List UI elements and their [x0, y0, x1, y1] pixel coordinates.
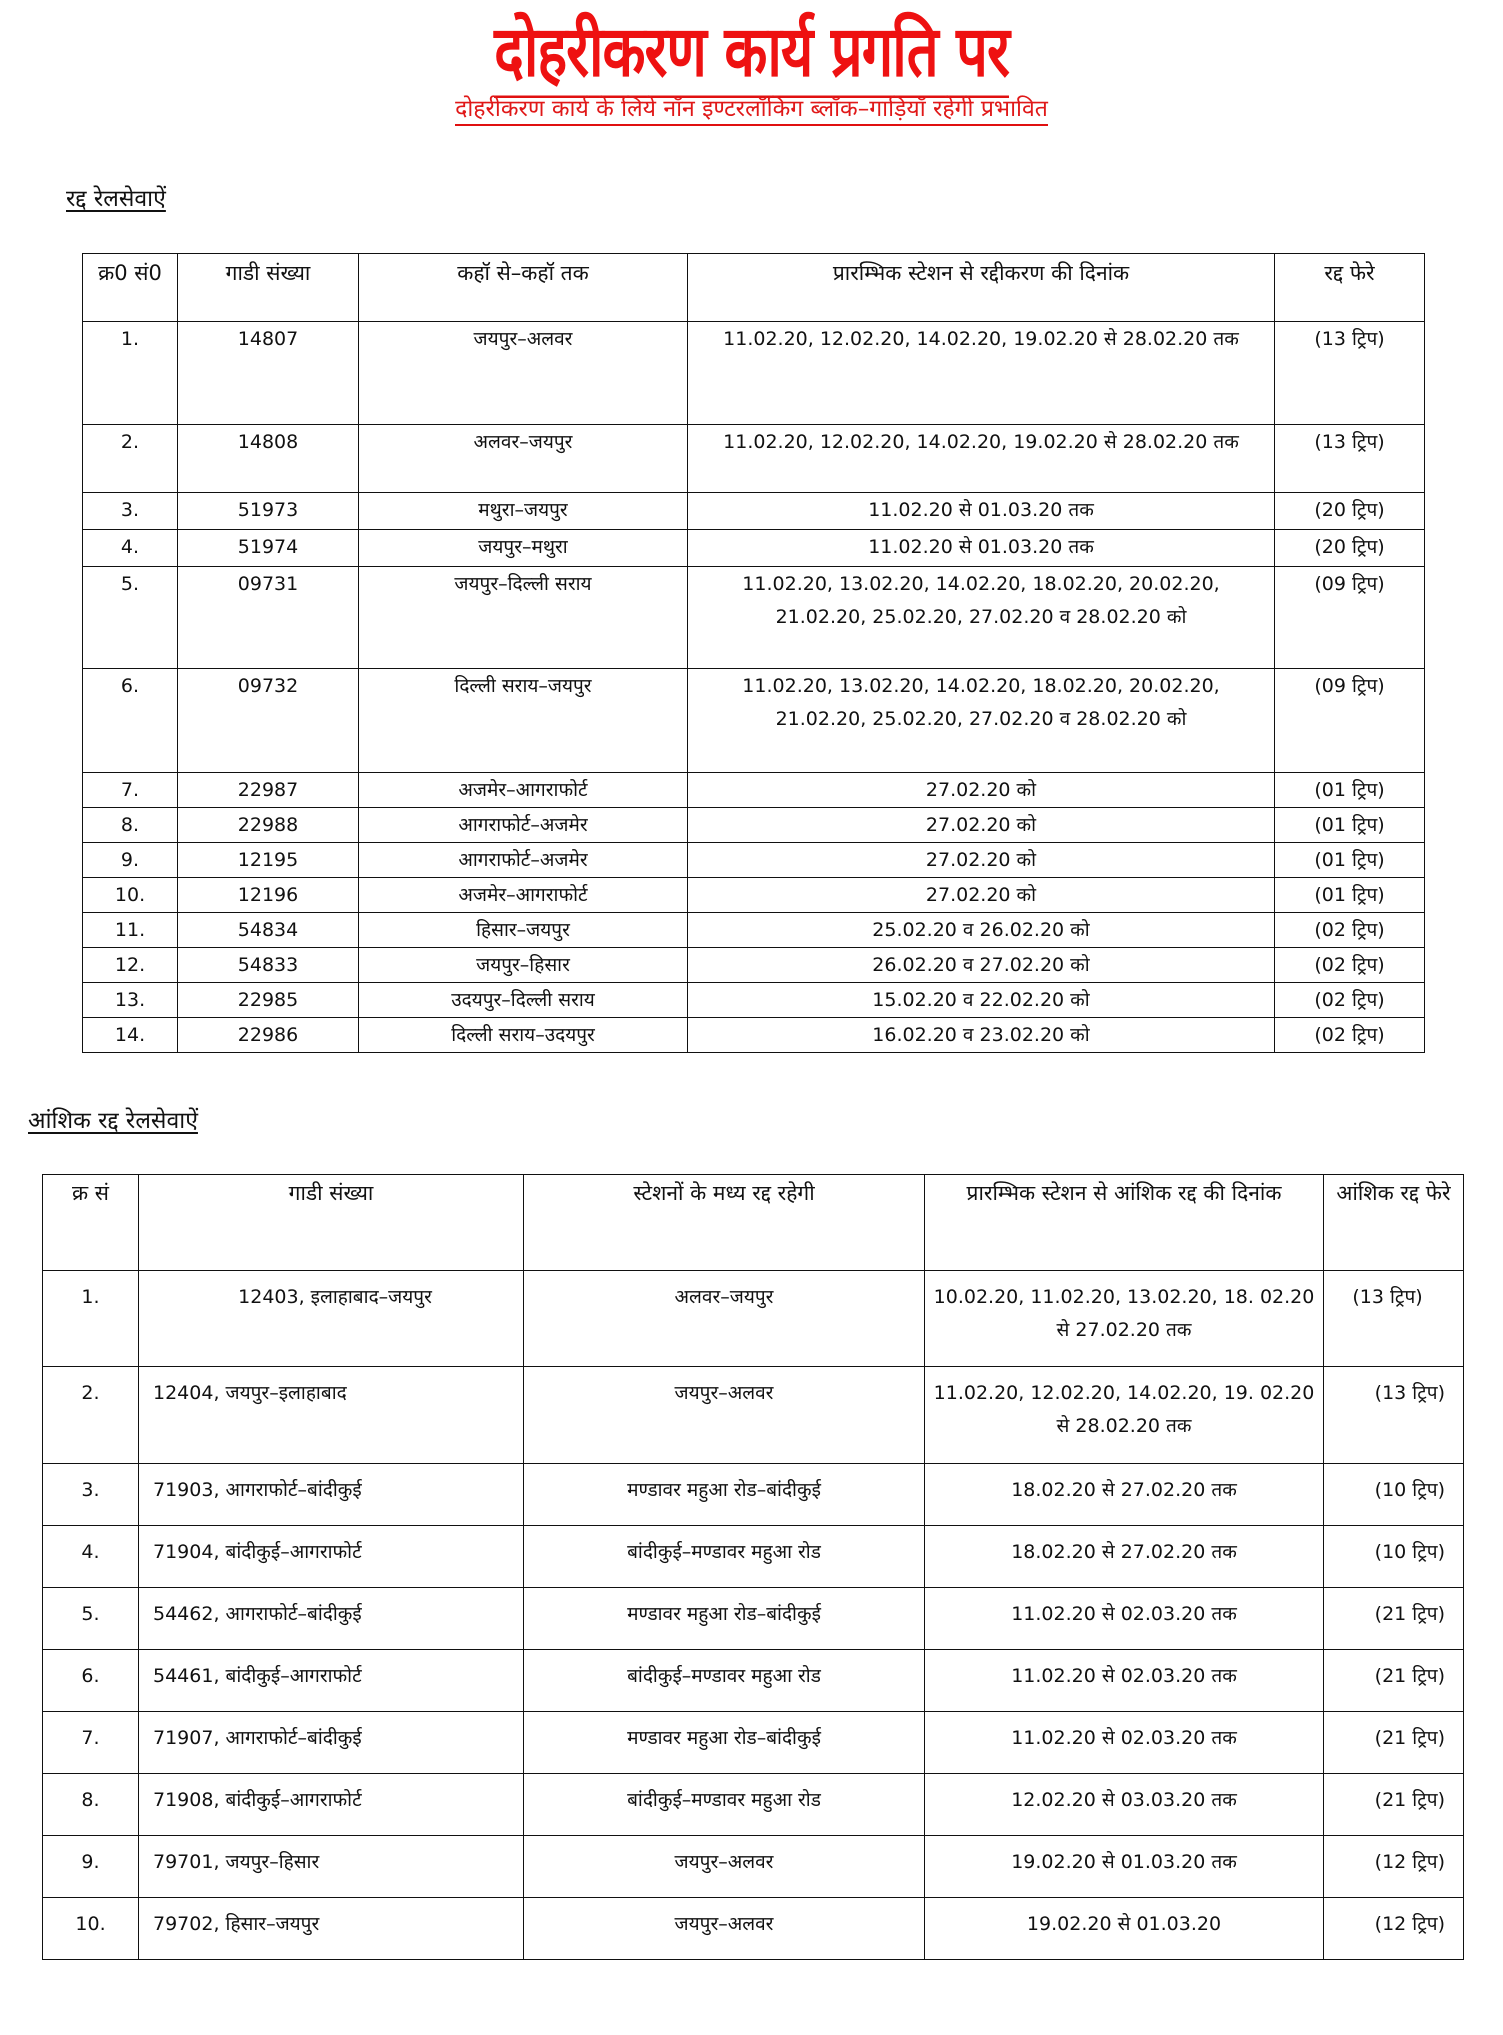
table-row	[43, 1836, 1464, 1898]
table-header-row	[43, 1175, 1464, 1271]
table-row	[43, 1712, 1464, 1774]
table-row	[83, 530, 1425, 567]
route-cell: अजमेर–आगराफोर्ट	[359, 878, 688, 913]
table-row	[83, 878, 1425, 913]
route-cell: जयपुर–हिसार	[359, 948, 688, 983]
partial-dates-cell: 18.02.20 से 27.02.20 तक	[925, 1526, 1324, 1588]
serial-cell: 13.	[83, 983, 178, 1018]
cancel-dates-cell: 27.02.20 को	[688, 843, 1275, 878]
route-cell: दिल्ली सराय–उदयपुर	[359, 1018, 688, 1053]
partial-dates-cell: 11.02.20, 12.02.20, 14.02.20, 19. 02.20 से 28.02.20 तक	[925, 1367, 1324, 1464]
trips-cell: (13 ट्रिप)	[1275, 425, 1425, 493]
serial-cell: 11.	[83, 913, 178, 948]
train-cell: 12403, इलाहाबाद–जयपुर	[139, 1271, 524, 1367]
train-number-cell: 14808	[178, 425, 359, 493]
route-cell: जयपुर–दिल्ली सराय	[359, 567, 688, 669]
trips-cell: (21 ट्रिप)	[1324, 1712, 1464, 1774]
trips-cell: (12 ट्रिप)	[1324, 1898, 1464, 1960]
train-number-cell: 12196	[178, 878, 359, 913]
table-header-row	[83, 254, 1425, 322]
cancelled-section-cell: जयपुर–अलवर	[524, 1836, 925, 1898]
cancel-dates-cell: 15.02.20 व 22.02.20 को	[688, 983, 1275, 1018]
serial-cell: 5.	[83, 567, 178, 669]
trips-cell: (02 ट्रिप)	[1275, 983, 1425, 1018]
serial-cell: 9.	[43, 1836, 139, 1898]
cancel-dates-cell: 25.02.20 व 26.02.20 को	[688, 913, 1275, 948]
table-row	[83, 493, 1425, 530]
train-cell: 54461, बांदीकुई–आगराफोर्ट	[139, 1650, 524, 1712]
column-header-train-number: गाडी संख्या	[139, 1175, 524, 1271]
cancelled-section-cell: जयपुर–अलवर	[524, 1367, 925, 1464]
cancel-dates-cell: 27.02.20 को	[688, 773, 1275, 808]
partial-dates-cell: 10.02.20, 11.02.20, 13.02.20, 18. 02.20 से 27.02.20 तक	[925, 1271, 1324, 1367]
cancel-dates-cell: 11.02.20, 13.02.20, 14.02.20, 18.02.20, 20.02.20, 21.02.20, 25.02.20, 27.02.20 व 28.02.20 को	[688, 567, 1275, 669]
cancel-dates-cell: 11.02.20 से 01.03.20 तक	[688, 493, 1275, 530]
trips-cell: (13 ट्रिप)	[1275, 322, 1425, 425]
partial-dates-cell: 18.02.20 से 27.02.20 तक	[925, 1464, 1324, 1526]
trips-cell: (02 ट्रिप)	[1275, 948, 1425, 983]
trips-cell: (01 ट्रिप)	[1275, 808, 1425, 843]
table-row	[83, 913, 1425, 948]
column-header-route: कहॉ से–कहॉ तक	[359, 254, 688, 322]
serial-cell: 4.	[43, 1526, 139, 1588]
table-row	[83, 1018, 1425, 1053]
cancelled-trains-table	[82, 253, 1425, 1053]
column-header-cancel-dates: प्रारम्भिक स्टेशन से रद्दीकरण की दिनांक	[688, 254, 1275, 322]
train-cell: 54462, आगराफोर्ट–बांदीकुई	[139, 1588, 524, 1650]
serial-cell: 12.	[83, 948, 178, 983]
column-header-cancelled-trips: रद्द फेरे	[1275, 254, 1425, 322]
table-row	[83, 322, 1425, 425]
cancel-dates-cell: 11.02.20 से 01.03.20 तक	[688, 530, 1275, 567]
train-cell: 79702, हिसार–जयपुर	[139, 1898, 524, 1960]
column-header-serial: क्र0 सं0	[83, 254, 178, 322]
trips-cell: (20 ट्रिप)	[1275, 493, 1425, 530]
trips-cell: (20 ट्रिप)	[1275, 530, 1425, 567]
serial-cell: 14.	[83, 1018, 178, 1053]
partial-dates-cell: 11.02.20 से 02.03.20 तक	[925, 1650, 1324, 1712]
trips-cell: (01 ट्रिप)	[1275, 878, 1425, 913]
serial-cell: 10.	[43, 1898, 139, 1960]
train-number-cell: 54834	[178, 913, 359, 948]
trips-cell: (21 ट्रिप)	[1324, 1774, 1464, 1836]
train-cell: 79701, जयपुर–हिसार	[139, 1836, 524, 1898]
column-header-train-number: गाडी संख्या	[178, 254, 359, 322]
table-row	[43, 1588, 1464, 1650]
serial-cell: 1.	[83, 322, 178, 425]
table-row	[83, 843, 1425, 878]
train-cell: 71904, बांदीकुई–आगराफोर्ट	[139, 1526, 524, 1588]
table-row	[43, 1774, 1464, 1836]
document-subtitle: दोहरीकरण कार्य के लिये नॉन इण्टरलॉकिग ब्लॉक–गाड़ियॉ रहेगी प्रभावित	[455, 98, 1048, 126]
serial-cell: 8.	[43, 1774, 139, 1836]
cancel-dates-cell: 27.02.20 को	[688, 808, 1275, 843]
cancel-dates-cell: 11.02.20, 12.02.20, 14.02.20, 19.02.20 से 28.02.20 तक	[688, 322, 1275, 425]
train-number-cell: 14807	[178, 322, 359, 425]
route-cell: मथुरा–जयपुर	[359, 493, 688, 530]
route-cell: अलवर–जयपुर	[359, 425, 688, 493]
trips-cell: (13 ट्रिप)	[1324, 1367, 1464, 1464]
cancelled-section-cell: मण्डावर महुआ रोड–बांदीकुई	[524, 1464, 925, 1526]
trips-cell: (21 ट्रिप)	[1324, 1650, 1464, 1712]
column-header-serial: क्र सं	[43, 1175, 139, 1271]
table-row	[83, 773, 1425, 808]
table-row	[43, 1898, 1464, 1960]
partially-cancelled-trains-table	[42, 1174, 1464, 1960]
table-row	[83, 983, 1425, 1018]
column-header-partial-cancel-dates: प्रारम्भिक स्टेशन से आंशिक रद्द की दिनांक	[925, 1175, 1324, 1271]
table-row	[43, 1271, 1464, 1367]
cancelled-section-cell: बांदीकुई–मण्डावर महुआ रोड	[524, 1526, 925, 1588]
serial-cell: 4.	[83, 530, 178, 567]
train-number-cell: 22985	[178, 983, 359, 1018]
trips-cell: (12 ट्रिप)	[1324, 1836, 1464, 1898]
cancelled-section-cell: बांदीकुई–मण्डावर महुआ रोड	[524, 1650, 925, 1712]
route-cell: उदयपुर–दिल्ली सराय	[359, 983, 688, 1018]
cancel-dates-cell: 27.02.20 को	[688, 878, 1275, 913]
serial-cell: 9.	[83, 843, 178, 878]
route-cell: अजमेर–आगराफोर्ट	[359, 773, 688, 808]
partial-dates-cell: 19.02.20 से 01.03.20	[925, 1898, 1324, 1960]
train-number-cell: 12195	[178, 843, 359, 878]
route-cell: हिसार–जयपुर	[359, 913, 688, 948]
document-subtitle-block	[0, 98, 1503, 126]
serial-cell: 2.	[43, 1367, 139, 1464]
serial-cell: 10.	[83, 878, 178, 913]
serial-cell: 3.	[83, 493, 178, 530]
trips-cell: (10 ट्रिप)	[1324, 1464, 1464, 1526]
partial-dates-cell: 11.02.20 से 02.03.20 तक	[925, 1712, 1324, 1774]
table-row	[43, 1464, 1464, 1526]
cancel-dates-cell: 26.02.20 व 27.02.20 को	[688, 948, 1275, 983]
partial-dates-cell: 11.02.20 से 02.03.20 तक	[925, 1588, 1324, 1650]
table-row	[43, 1650, 1464, 1712]
cancelled-section-cell: मण्डावर महुआ रोड–बांदीकुई	[524, 1588, 925, 1650]
serial-cell: 6.	[43, 1650, 139, 1712]
cancelled-section-cell: जयपुर–अलवर	[524, 1898, 925, 1960]
document-title: दोहरीकरण कार्य प्रगति पर	[494, 18, 1009, 98]
serial-cell: 6.	[83, 669, 178, 773]
train-number-cell: 54833	[178, 948, 359, 983]
table-row	[83, 669, 1425, 773]
route-cell: जयपुर–मथुरा	[359, 530, 688, 567]
route-cell: आगराफोर्ट–अजमेर	[359, 808, 688, 843]
train-number-cell: 22988	[178, 808, 359, 843]
cancelled-section-heading: रद्द रेलसेवाऐं	[66, 186, 166, 212]
serial-cell: 7.	[83, 773, 178, 808]
trips-cell: (09 ट्रिप)	[1275, 669, 1425, 773]
train-cell: 71907, आगराफोर्ट–बांदीकुई	[139, 1712, 524, 1774]
train-number-cell: 09732	[178, 669, 359, 773]
train-number-cell: 09731	[178, 567, 359, 669]
trips-cell: (09 ट्रिप)	[1275, 567, 1425, 669]
serial-cell: 1.	[43, 1271, 139, 1367]
cancelled-section-cell: मण्डावर महुआ रोड–बांदीकुई	[524, 1712, 925, 1774]
serial-cell: 8.	[83, 808, 178, 843]
route-cell: जयपुर–अलवर	[359, 322, 688, 425]
trips-cell: (02 ट्रिप)	[1275, 1018, 1425, 1053]
cancelled-section-cell: बांदीकुई–मण्डावर महुआ रोड	[524, 1774, 925, 1836]
partial-dates-cell: 19.02.20 से 01.03.20 तक	[925, 1836, 1324, 1898]
serial-cell: 5.	[43, 1588, 139, 1650]
train-cell: 12404, जयपुर–इलाहाबाद	[139, 1367, 524, 1464]
cancel-dates-cell: 11.02.20, 13.02.20, 14.02.20, 18.02.20, 20.02.20, 21.02.20, 25.02.20, 27.02.20 व 28.02.20 को	[688, 669, 1275, 773]
trips-cell: (21 ट्रिप)	[1324, 1588, 1464, 1650]
train-number-cell: 51974	[178, 530, 359, 567]
train-number-cell: 22986	[178, 1018, 359, 1053]
trips-cell: (01 ट्रिप)	[1275, 843, 1425, 878]
table-row	[83, 808, 1425, 843]
table-row	[83, 567, 1425, 669]
trips-cell: (13 ट्रिप)	[1324, 1271, 1464, 1367]
partial-section-heading: आंशिक रद्द रेलसेवाऐं	[28, 1108, 198, 1134]
route-cell: दिल्ली सराय–जयपुर	[359, 669, 688, 773]
cancelled-trains-body	[83, 322, 1425, 1053]
table-row	[83, 948, 1425, 983]
table-row	[43, 1526, 1464, 1588]
partial-dates-cell: 12.02.20 से 03.03.20 तक	[925, 1774, 1324, 1836]
trips-cell: (01 ट्रिप)	[1275, 773, 1425, 808]
serial-cell: 3.	[43, 1464, 139, 1526]
partially-cancelled-trains-body	[43, 1271, 1464, 1960]
column-header-partial-trips: आंशिक रद्द फेरे	[1324, 1175, 1464, 1271]
cancel-dates-cell: 11.02.20, 12.02.20, 14.02.20, 19.02.20 से 28.02.20 तक	[688, 425, 1275, 493]
cancel-dates-cell: 16.02.20 व 23.02.20 को	[688, 1018, 1275, 1053]
trips-cell: (10 ट्रिप)	[1324, 1526, 1464, 1588]
train-cell: 71903, आगराफोर्ट–बांदीकुई	[139, 1464, 524, 1526]
train-number-cell: 22987	[178, 773, 359, 808]
document-title-block	[0, 11, 1503, 93]
table-row	[83, 425, 1425, 493]
serial-cell: 7.	[43, 1712, 139, 1774]
cancelled-section-cell: अलवर–जयपुर	[524, 1271, 925, 1367]
train-cell: 71908, बांदीकुई–आगराफोर्ट	[139, 1774, 524, 1836]
column-header-cancelled-section: स्टेशनों के मध्य रद्द रहेगी	[524, 1175, 925, 1271]
serial-cell: 2.	[83, 425, 178, 493]
trips-cell: (02 ट्रिप)	[1275, 913, 1425, 948]
route-cell: आगराफोर्ट–अजमेर	[359, 843, 688, 878]
table-row	[43, 1367, 1464, 1464]
train-number-cell: 51973	[178, 493, 359, 530]
